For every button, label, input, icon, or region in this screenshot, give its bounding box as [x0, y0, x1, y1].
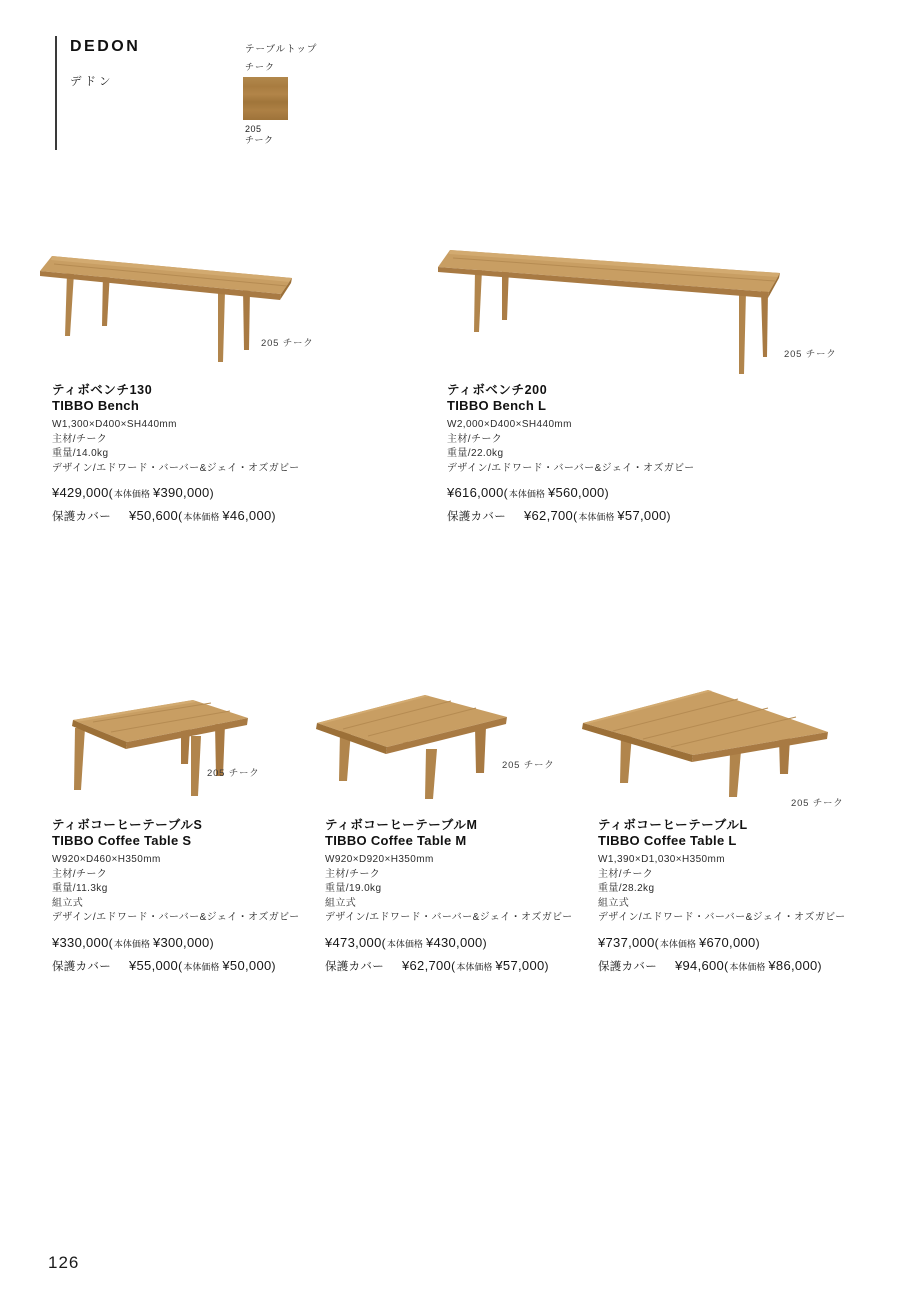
cover-price-line: 保護カバー ¥62,700(本体価格 ¥57,000): [325, 957, 549, 973]
base-price-label: 本体価格: [386, 938, 423, 949]
price-line: ¥330,000(本体価格 ¥300,000): [52, 934, 214, 950]
price-base: ¥390,000: [152, 485, 210, 501]
base-price-label: 本体価格: [183, 512, 220, 523]
product-info: [52, 818, 300, 974]
base-price-label: 本体価格: [113, 938, 150, 949]
base-price-label: 本体価格: [456, 961, 493, 972]
cover-price-base: ¥57,000: [617, 508, 667, 524]
product-weight: 重量/22.0kg: [447, 448, 504, 460]
image-caption: 205 チーク: [207, 768, 260, 779]
cover-price-base: ¥57,000: [495, 957, 545, 973]
price-with-tax: ¥429,000: [52, 485, 109, 501]
cover-price-base: ¥46,000: [222, 508, 272, 524]
cover-label: 保護カバー: [447, 511, 506, 524]
base-price-label: 本体価格: [113, 489, 150, 500]
product-material: 主材/チーク: [598, 868, 654, 880]
price-with-tax: ¥737,000: [598, 934, 655, 950]
base-price-label: 本体価格: [578, 512, 615, 523]
brand-divider-line: [55, 36, 57, 150]
price-line: ¥737,000(本体価格 ¥670,000): [598, 934, 760, 950]
product-name-ja: ティボベンチ130: [52, 383, 153, 397]
product-name-ja: ティボコーヒーテーブルS: [52, 818, 203, 832]
cover-price-with-tax: ¥55,000: [129, 957, 179, 973]
product-image-coffee-table-s: [45, 692, 265, 807]
price-line: ¥429,000(本体価格 ¥390,000): [52, 485, 214, 501]
product-material: 主材/チーク: [52, 868, 108, 880]
price-with-tax: ¥330,000: [52, 934, 109, 950]
product-info: [325, 818, 573, 974]
cover-label: 保護カバー: [52, 960, 111, 973]
product-image-bench-200: [438, 240, 790, 382]
product-dimensions: W920×D460×H350mm: [52, 854, 161, 865]
product-designer: デザイン/エドワード・バーバー&ジェイ・オズガビー: [52, 462, 300, 474]
price-base: ¥300,000: [152, 934, 210, 950]
price-line: ¥616,000(本体価格 ¥560,000): [447, 485, 609, 501]
product-material: 主材/チーク: [325, 868, 381, 880]
product-image-coffee-table-m: [312, 685, 542, 815]
product-name-ja: ティボコーヒーテーブルL: [598, 818, 748, 832]
cover-price-with-tax: ¥94,600: [675, 957, 725, 973]
product-weight: 重量/19.0kg: [325, 883, 382, 895]
product-designer: デザイン/エドワード・バーバー&ジェイ・オズガビー: [52, 912, 300, 924]
product-name-ja: ティボベンチ200: [447, 383, 548, 397]
product-material: 主材/チーク: [447, 433, 503, 445]
cover-price-line: 保護カバー ¥55,000(本体価格 ¥50,000): [52, 957, 276, 973]
cover-price-line: 保護カバー ¥62,700(本体価格 ¥57,000): [447, 508, 671, 524]
price-base: ¥670,000: [698, 934, 756, 950]
price-line: ¥473,000(本体価格 ¥430,000): [325, 934, 487, 950]
product-dimensions: W2,000×D400×SH440mm: [447, 419, 572, 430]
product-card-tibbo-bench-200: [438, 240, 858, 530]
product-dimensions: W1,390×D1,030×H350mm: [598, 854, 725, 865]
cover-label: 保護カバー: [325, 960, 384, 973]
swatch-code: 205: [245, 124, 262, 134]
image-caption: 205 チーク: [502, 760, 555, 771]
cover-label: 保護カバー: [52, 511, 111, 524]
product-info: [52, 383, 300, 524]
base-price-label: 本体価格: [659, 938, 696, 949]
image-caption: 205 チーク: [261, 338, 314, 349]
product-name-en: TIBBO Coffee Table L: [598, 833, 737, 848]
product-dimensions: W1,300×D400×SH440mm: [52, 419, 177, 430]
product-designer: デザイン/エドワード・バーバー&ジェイ・オズガビー: [598, 912, 846, 924]
base-price-label: 本体価格: [729, 961, 766, 972]
image-caption: 205 チーク: [784, 349, 837, 360]
price-base: ¥430,000: [425, 934, 483, 950]
base-price-label: 本体価格: [183, 961, 220, 972]
product-card-tibbo-coffee-table-l: [578, 685, 898, 1022]
product-name-en: TIBBO Bench L: [447, 398, 547, 413]
price-base: ¥560,000: [547, 485, 605, 501]
product-image-bench-130: [40, 242, 310, 377]
brand-name: DEDON: [70, 38, 141, 55]
cover-price-with-tax: ¥50,600: [129, 508, 179, 524]
product-designer: デザイン/エドワード・バーバー&ジェイ・オズガビー: [447, 462, 695, 474]
brand-name-kana: デドン: [70, 76, 114, 88]
product-weight: 重量/28.2kg: [598, 883, 655, 895]
price-with-tax: ¥616,000: [447, 485, 504, 501]
product-assembly: 組立式: [325, 897, 357, 909]
cover-price-with-tax: ¥62,700: [402, 957, 452, 973]
product-image-coffee-table-l: [578, 685, 850, 810]
product-info: [447, 383, 695, 524]
tabletop-material-label: チーク: [245, 62, 276, 72]
product-card-tibbo-bench-130: [40, 242, 420, 532]
tabletop-section-label: テーブルトップ: [245, 44, 318, 55]
cover-price-line: 保護カバー ¥94,600(本体価格 ¥86,000): [598, 957, 822, 973]
teak-wood-swatch: [243, 77, 288, 120]
product-card-tibbo-coffee-table-s: [40, 692, 320, 1022]
price-with-tax: ¥473,000: [325, 934, 382, 950]
product-assembly: 組立式: [598, 897, 630, 909]
image-caption: 205 チーク: [791, 798, 844, 809]
cover-label: 保護カバー: [598, 960, 657, 973]
product-weight: 重量/14.0kg: [52, 448, 109, 460]
cover-price-with-tax: ¥62,700: [524, 508, 574, 524]
product-weight: 重量/11.3kg: [52, 883, 108, 895]
product-name-en: TIBBO Coffee Table M: [325, 833, 467, 848]
product-name-ja: ティボコーヒーテーブルM: [325, 818, 478, 832]
base-price-label: 本体価格: [508, 489, 545, 500]
product-info: [598, 818, 846, 974]
page-number: 126: [48, 1253, 80, 1272]
product-name-en: TIBBO Bench: [52, 398, 140, 413]
cover-price-base: ¥86,000: [768, 957, 818, 973]
product-dimensions: W920×D920×H350mm: [325, 854, 434, 865]
product-card-tibbo-coffee-table-m: [312, 685, 592, 1022]
swatch-name: チーク: [245, 135, 274, 145]
cover-price-base: ¥50,000: [222, 957, 272, 973]
product-assembly: 組立式: [52, 897, 84, 909]
product-designer: デザイン/エドワード・バーバー&ジェイ・オズガビー: [325, 912, 573, 924]
product-name-en: TIBBO Coffee Table S: [52, 833, 192, 848]
product-material: 主材/チーク: [52, 433, 108, 445]
cover-price-line: 保護カバー ¥50,600(本体価格 ¥46,000): [52, 508, 276, 524]
